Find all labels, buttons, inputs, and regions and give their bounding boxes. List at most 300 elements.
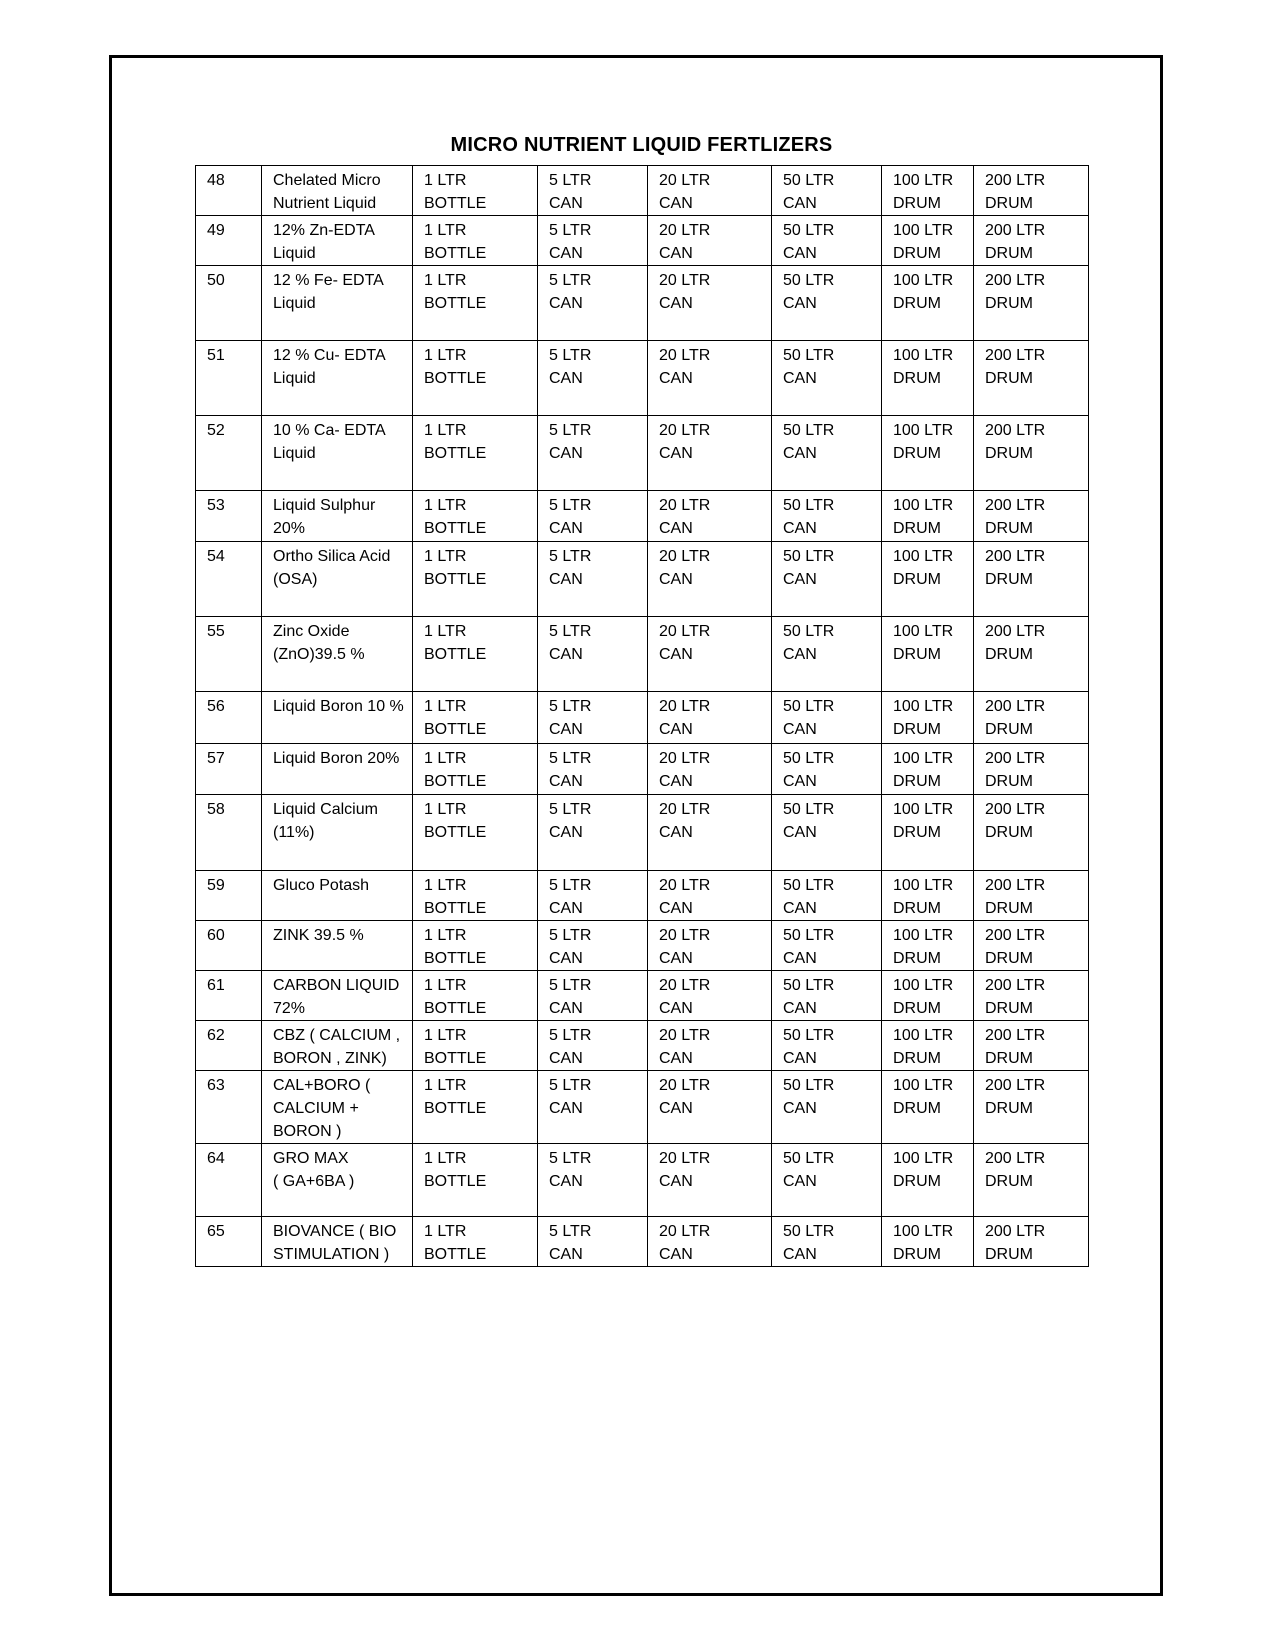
item-number: 53 [196,491,262,542]
pack-type: CAN [549,1100,583,1117]
item-number: 55 [196,617,262,692]
table-row [196,416,1089,491]
pack-type: DRUM [893,245,941,262]
pack-size: 5 LTR [549,623,592,640]
pack-option [772,692,882,744]
pack-type: DRUM [893,1173,941,1190]
pack-size: 200 LTR [985,623,1046,640]
pack-option [538,1217,648,1267]
pack-size: 100 LTR [893,347,954,364]
pack-size: 5 LTR [549,497,592,514]
product-name: 12 % Cu- EDTA Liquid [262,341,413,416]
pack-size: 1 LTR [424,172,467,189]
pack-type: CAN [783,445,817,462]
pack-size: 50 LTR [783,1150,835,1167]
page-title: MICRO NUTRIENT LIQUID FERTLIZERS [450,134,833,156]
pack-option [413,1144,538,1217]
pack-option [413,416,538,491]
pack-type: CAN [659,824,693,841]
pack-type: CAN [659,245,693,262]
table-row [196,491,1089,542]
pack-size: 20 LTR [659,977,711,994]
pack-size: 50 LTR [783,497,835,514]
pack-type: BOTTLE [424,1100,487,1117]
pack-option [974,266,1089,341]
table-row [196,921,1089,971]
product-name: BIOVANCE ( BIO STIMULATION ) [262,1217,413,1267]
pack-type: DRUM [893,370,941,387]
pack-size: 200 LTR [985,497,1046,514]
pack-size: 200 LTR [985,977,1046,994]
table-row [196,871,1089,921]
pack-size: 5 LTR [549,977,592,994]
pack-size: 5 LTR [549,750,592,767]
pack-size: 200 LTR [985,272,1046,289]
pack-size: 1 LTR [424,347,467,364]
pack-option [648,341,772,416]
pack-option [882,216,974,266]
pack-size: 20 LTR [659,1027,711,1044]
pack-size: 200 LTR [985,1223,1046,1240]
pack-option [538,216,648,266]
pack-size: 1 LTR [424,927,467,944]
pack-option [538,341,648,416]
table-row [196,266,1089,341]
pack-option [882,491,974,542]
pack-size: 5 LTR [549,927,592,944]
pack-type: CAN [659,1100,693,1117]
pack-type: DRUM [985,1050,1033,1067]
pack-type: DRUM [893,520,941,537]
pack-option [882,1021,974,1071]
pack-type: DRUM [985,950,1033,967]
pack-option [974,971,1089,1021]
pack-type: CAN [659,1050,693,1067]
product-name: 10 % Ca- EDTA Liquid [262,416,413,491]
pack-type: CAN [549,445,583,462]
pack-option [538,1144,648,1217]
pack-type: BOTTLE [424,900,487,917]
table-row [196,971,1089,1021]
pack-type: CAN [549,950,583,967]
pack-size: 100 LTR [893,172,954,189]
pack-option [974,617,1089,692]
pack-size: 20 LTR [659,172,711,189]
pack-option [538,491,648,542]
item-number: 52 [196,416,262,491]
item-number: 49 [196,216,262,266]
pack-type: CAN [659,571,693,588]
pack-option [538,692,648,744]
pack-type: CAN [783,520,817,537]
pack-option [648,1021,772,1071]
pack-option [413,491,538,542]
product-name: Liquid Boron 20% [262,744,413,795]
pack-type: BOTTLE [424,646,487,663]
pack-option [974,871,1089,921]
pack-option [772,542,882,617]
pack-type: CAN [549,1050,583,1067]
pack-type: DRUM [985,445,1033,462]
pack-option [882,416,974,491]
pack-option [538,1021,648,1071]
pack-type: CAN [783,950,817,967]
pack-type: CAN [659,1000,693,1017]
pack-size: 100 LTR [893,1150,954,1167]
pack-size: 1 LTR [424,801,467,818]
pack-option [648,542,772,617]
table-row [196,617,1089,692]
product-name: CAL+BORO ( CALCIUM + BORON ) [262,1071,413,1144]
pack-size: 200 LTR [985,222,1046,239]
pack-type: CAN [659,1173,693,1190]
pack-size: 20 LTR [659,801,711,818]
pack-type: CAN [549,245,583,262]
pack-size: 200 LTR [985,1150,1046,1167]
pack-size: 50 LTR [783,1077,835,1094]
pack-size: 20 LTR [659,272,711,289]
product-name: Liquid Sulphur 20% [262,491,413,542]
pack-type: BOTTLE [424,1000,487,1017]
pack-size: 50 LTR [783,548,835,565]
pack-type: CAN [783,1000,817,1017]
pack-size: 1 LTR [424,422,467,439]
pack-size: 5 LTR [549,272,592,289]
pack-type: DRUM [985,824,1033,841]
pack-size: 20 LTR [659,222,711,239]
pack-option [413,266,538,341]
pack-size: 200 LTR [985,1027,1046,1044]
pack-option [648,795,772,871]
table-row [196,1071,1089,1144]
pack-size: 50 LTR [783,927,835,944]
pack-size: 5 LTR [549,1027,592,1044]
pack-type: DRUM [985,520,1033,537]
pack-size: 100 LTR [893,497,954,514]
product-name: Liquid Boron 10 % [262,692,413,744]
pack-option [648,491,772,542]
pack-type: CAN [659,1246,693,1263]
pack-type: CAN [783,245,817,262]
product-name: GRO MAX ( GA+6BA ) [262,1144,413,1217]
pack-size: 5 LTR [549,347,592,364]
pack-size: 20 LTR [659,548,711,565]
pack-option [882,871,974,921]
table-row [196,216,1089,266]
pack-size: 100 LTR [893,548,954,565]
pack-option [648,617,772,692]
pack-option [974,542,1089,617]
item-number: 51 [196,341,262,416]
pack-type: CAN [783,721,817,738]
product-name: Liquid Calcium (11%) [262,795,413,871]
pack-option [413,795,538,871]
pack-type: CAN [549,900,583,917]
pack-size: 200 LTR [985,172,1046,189]
pack-type: DRUM [893,1050,941,1067]
pack-type: CAN [783,824,817,841]
pack-option [974,166,1089,216]
pack-size: 200 LTR [985,801,1046,818]
fertilizer-table [195,165,1089,1267]
pack-size: 20 LTR [659,347,711,364]
pack-option [413,1217,538,1267]
table-row [196,542,1089,617]
item-number: 60 [196,921,262,971]
table-row [196,692,1089,744]
pack-option [882,266,974,341]
pack-size: 50 LTR [783,1223,835,1240]
product-name: Chelated Micro Nutrient Liquid [262,166,413,216]
pack-option [882,744,974,795]
pack-option [648,692,772,744]
pack-type: BOTTLE [424,195,487,212]
pack-type: CAN [783,370,817,387]
table-row [196,341,1089,416]
table-row [196,795,1089,871]
pack-type: CAN [549,824,583,841]
pack-size: 50 LTR [783,750,835,767]
item-number: 62 [196,1021,262,1071]
pack-size: 200 LTR [985,698,1046,715]
table-row [196,1021,1089,1071]
item-number: 63 [196,1071,262,1144]
item-number: 57 [196,744,262,795]
item-number: 54 [196,542,262,617]
pack-option [538,744,648,795]
pack-size: 5 LTR [549,1150,592,1167]
pack-type: BOTTLE [424,1173,487,1190]
pack-size: 20 LTR [659,422,711,439]
pack-option [974,795,1089,871]
pack-size: 200 LTR [985,422,1046,439]
pack-option [772,266,882,341]
pack-type: CAN [659,646,693,663]
pack-option [538,1071,648,1144]
pack-option [772,416,882,491]
pack-option [974,416,1089,491]
pack-size: 100 LTR [893,1077,954,1094]
pack-option [538,971,648,1021]
item-number: 50 [196,266,262,341]
table-row [196,166,1089,216]
item-number: 61 [196,971,262,1021]
pack-size: 1 LTR [424,623,467,640]
pack-type: CAN [659,773,693,790]
pack-option [974,1217,1089,1267]
pack-type: CAN [549,370,583,387]
pack-size: 1 LTR [424,272,467,289]
item-number: 65 [196,1217,262,1267]
table-row [196,744,1089,795]
pack-type: DRUM [985,773,1033,790]
pack-size: 100 LTR [893,977,954,994]
pack-size: 100 LTR [893,1223,954,1240]
pack-size: 100 LTR [893,877,954,894]
product-name: Gluco Potash [262,871,413,921]
pack-size: 100 LTR [893,698,954,715]
pack-size: 200 LTR [985,548,1046,565]
pack-size: 200 LTR [985,877,1046,894]
pack-size: 100 LTR [893,422,954,439]
pack-size: 100 LTR [893,927,954,944]
pack-option [772,1217,882,1267]
pack-option [648,266,772,341]
pack-type: CAN [659,721,693,738]
pack-option [538,416,648,491]
pack-size: 20 LTR [659,623,711,640]
pack-type: CAN [783,195,817,212]
pack-option [538,871,648,921]
pack-type: DRUM [985,1000,1033,1017]
pack-type: CAN [783,1173,817,1190]
pack-size: 5 LTR [549,1223,592,1240]
pack-type: BOTTLE [424,445,487,462]
pack-option [974,921,1089,971]
pack-option [974,1021,1089,1071]
pack-option [413,1071,538,1144]
pack-option [648,744,772,795]
table-row [196,1144,1089,1217]
pack-type: DRUM [985,245,1033,262]
pack-option [413,542,538,617]
pack-type: DRUM [985,1246,1033,1263]
pack-size: 1 LTR [424,1027,467,1044]
pack-type: CAN [549,773,583,790]
pack-type: CAN [549,571,583,588]
product-name: ZINK 39.5 % [262,921,413,971]
pack-type: CAN [783,900,817,917]
item-number: 48 [196,166,262,216]
pack-option [772,491,882,542]
pack-option [772,617,882,692]
item-number: 59 [196,871,262,921]
pack-type: BOTTLE [424,1246,487,1263]
pack-type: DRUM [893,195,941,212]
pack-type: CAN [659,445,693,462]
pack-option [648,416,772,491]
pack-option [974,1071,1089,1144]
pack-type: CAN [783,1050,817,1067]
pack-size: 50 LTR [783,222,835,239]
pack-option [882,921,974,971]
pack-option [882,1217,974,1267]
pack-option [772,744,882,795]
pack-type: BOTTLE [424,370,487,387]
pack-option [648,1217,772,1267]
pack-type: CAN [659,950,693,967]
pack-size: 20 LTR [659,497,711,514]
pack-type: DRUM [893,1000,941,1017]
pack-type: DRUM [893,950,941,967]
pack-size: 50 LTR [783,1027,835,1044]
pack-size: 5 LTR [549,172,592,189]
pack-option [538,266,648,341]
pack-size: 50 LTR [783,347,835,364]
pack-option [974,692,1089,744]
pack-size: 1 LTR [424,497,467,514]
pack-type: DRUM [893,824,941,841]
item-number: 58 [196,795,262,871]
pack-size: 100 LTR [893,222,954,239]
pack-size: 5 LTR [549,1077,592,1094]
pack-type: DRUM [985,1173,1033,1190]
pack-size: 50 LTR [783,623,835,640]
pack-size: 20 LTR [659,927,711,944]
pack-size: 20 LTR [659,698,711,715]
pack-option [882,971,974,1021]
pack-option [974,341,1089,416]
pack-type: CAN [783,1100,817,1117]
pack-type: BOTTLE [424,520,487,537]
pack-option [413,692,538,744]
pack-type: CAN [549,721,583,738]
pack-size: 200 LTR [985,927,1046,944]
pack-option [882,166,974,216]
pack-type: DRUM [893,1246,941,1263]
pack-option [772,1021,882,1071]
pack-type: DRUM [985,646,1033,663]
pack-size: 1 LTR [424,1150,467,1167]
pack-type: DRUM [893,445,941,462]
pack-size: 1 LTR [424,750,467,767]
product-name: CBZ ( CALCIUM , BORON , ZINK) [262,1021,413,1071]
pack-option [882,1144,974,1217]
pack-option [413,871,538,921]
pack-size: 50 LTR [783,698,835,715]
pack-size: 5 LTR [549,698,592,715]
table-row [196,1217,1089,1267]
pack-option [882,542,974,617]
pack-size: 20 LTR [659,877,711,894]
product-name: Zinc Oxide (ZnO)39.5 % [262,617,413,692]
pack-option [772,795,882,871]
pack-option [648,971,772,1021]
item-number: 64 [196,1144,262,1217]
pack-size: 200 LTR [985,750,1046,767]
pack-size: 100 LTR [893,1027,954,1044]
pack-type: DRUM [893,1100,941,1117]
pack-size: 20 LTR [659,750,711,767]
pack-size: 200 LTR [985,347,1046,364]
pack-option [648,216,772,266]
pack-option [772,871,882,921]
pack-type: CAN [783,571,817,588]
pack-size: 100 LTR [893,801,954,818]
pack-size: 1 LTR [424,877,467,894]
pack-type: DRUM [893,773,941,790]
pack-type: CAN [549,1000,583,1017]
pack-option [413,744,538,795]
pack-size: 1 LTR [424,548,467,565]
pack-option [772,166,882,216]
pack-type: BOTTLE [424,950,487,967]
pack-type: CAN [659,520,693,537]
pack-option [882,1071,974,1144]
pack-option [772,971,882,1021]
pack-type: DRUM [985,295,1033,312]
pack-type: DRUM [893,646,941,663]
pack-type: DRUM [893,295,941,312]
pack-size: 50 LTR [783,422,835,439]
pack-type: DRUM [985,195,1033,212]
product-name: 12 % Fe- EDTA Liquid [262,266,413,341]
pack-size: 100 LTR [893,750,954,767]
pack-option [882,692,974,744]
pack-size: 1 LTR [424,977,467,994]
pack-type: CAN [659,370,693,387]
pack-option [772,1071,882,1144]
